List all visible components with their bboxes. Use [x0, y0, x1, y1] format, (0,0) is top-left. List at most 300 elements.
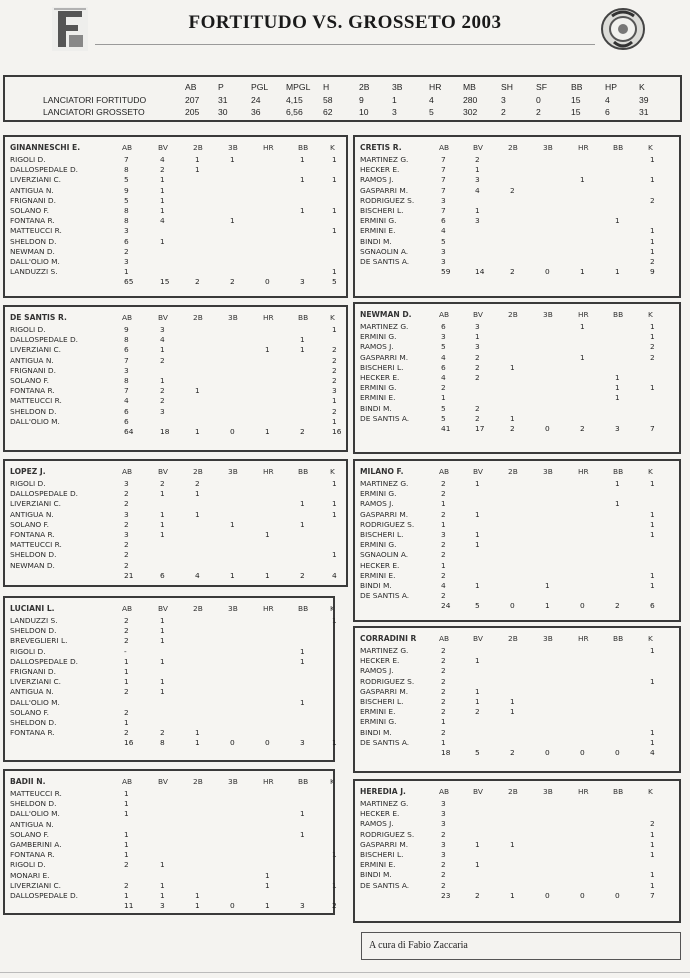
summary-cell: 58 — [323, 95, 333, 105]
pitcher-name: GINANNESCHI E. — [10, 143, 81, 152]
col-header-ab: AB — [122, 777, 133, 786]
stat-cell: 3 — [441, 246, 446, 256]
col-header-hr: HR — [263, 604, 274, 613]
col-header-2b: 2B — [508, 310, 518, 319]
stat-cell: 1 — [124, 667, 129, 676]
total-cell: 2 — [510, 424, 515, 433]
stat-cell: 1 — [475, 530, 480, 539]
stat-cell: 3 — [160, 406, 165, 416]
col-header-ab: AB — [439, 634, 450, 643]
stat-cell: 7 — [441, 175, 446, 185]
total-cell: 2 — [300, 427, 305, 436]
col-header-ab: AB — [439, 787, 450, 796]
col-header-k: K — [330, 467, 335, 476]
total-cell: 4 — [650, 748, 655, 757]
batter-name: DALL'OLIO M. — [10, 809, 60, 819]
summary-cell: 31 — [639, 107, 649, 117]
stat-cell: 1 — [332, 155, 337, 164]
stat-cell: 2 — [124, 728, 129, 738]
stat-cell: 1 — [650, 646, 655, 655]
batter-name: ERMINI G. — [360, 383, 397, 393]
stat-cell: 8 — [124, 335, 129, 345]
stat-cell: 1 — [160, 530, 165, 539]
pitcher-box-cretis — [353, 135, 681, 298]
pitcher-name: CRETIS R. — [360, 143, 402, 152]
batter-name: MARTINEZ G. — [360, 322, 409, 331]
batter-name: RODRIGUEZ S. — [360, 676, 415, 686]
stat-cell: 2 — [160, 165, 165, 175]
stat-cell: 1 — [615, 216, 620, 226]
col-header-k: K — [330, 313, 335, 322]
stat-cell: 1 — [332, 479, 337, 488]
stat-cell: 1 — [615, 499, 620, 509]
batter-name: RODRIGUEZ S. — [360, 195, 415, 205]
stat-cell: 1 — [475, 656, 480, 666]
stat-cell: 3 — [441, 839, 446, 849]
col-header-ab: AB — [122, 143, 133, 152]
stat-cell: 1 — [160, 185, 165, 195]
batter-name: SHELDON D. — [10, 626, 57, 636]
total-cell: 18 — [441, 748, 451, 757]
total-cell: 16 — [332, 427, 342, 436]
batter-name: BINDI M. — [360, 870, 392, 880]
total-cell: 23 — [441, 890, 451, 900]
batter-name: DALL'OLIO M. — [10, 416, 60, 426]
stat-cell: 2 — [441, 591, 446, 601]
batter-name: DE SANTIS A. — [360, 591, 410, 601]
summary-col-sf: SF — [536, 82, 547, 92]
batter-name: BINDI M. — [360, 727, 392, 737]
stat-cell: 2 — [441, 686, 446, 696]
pitcher-box-milano — [353, 459, 681, 622]
stat-cell: 6 — [441, 362, 446, 372]
col-header-ab: AB — [439, 310, 450, 319]
stat-cell: 1 — [650, 829, 655, 839]
stat-cell: 2 — [510, 185, 515, 195]
total-cell: 24 — [441, 601, 451, 611]
stat-cell: 2 — [475, 362, 480, 372]
stat-cell: 2 — [195, 479, 200, 488]
batter-name: GAMBERINI A. — [10, 840, 62, 849]
stat-cell: 2 — [124, 550, 129, 560]
total-cell: 8 — [160, 738, 165, 748]
batter-name: MATTEUCCI R. — [10, 226, 62, 236]
total-cell: 1 — [265, 901, 270, 911]
stat-cell: 2 — [475, 352, 480, 362]
summary-cell: 30 — [218, 107, 228, 117]
batter-name: RAMOS J. — [360, 175, 394, 185]
total-cell: 0 — [545, 424, 550, 433]
stat-cell: 2 — [441, 540, 446, 550]
stat-cell: 1 — [650, 850, 655, 859]
stat-cell: - — [124, 646, 127, 656]
col-header-ab: AB — [439, 143, 450, 152]
batter-name: ERMINI E. — [360, 393, 396, 403]
total-cell: 6 — [160, 570, 165, 580]
summary-cell: 0 — [536, 95, 541, 105]
stat-cell: 1 — [160, 175, 165, 185]
summary-cell: 4 — [605, 95, 610, 105]
batter-name: RAMOS J. — [360, 499, 394, 509]
stat-cell: 1 — [332, 880, 337, 890]
stat-cell: 1 — [160, 376, 165, 385]
col-header-bb: BB — [613, 143, 624, 152]
stat-cell: 2 — [441, 727, 446, 737]
summary-col-sh: SH — [501, 82, 513, 92]
col-header-3b: 3B — [543, 787, 553, 796]
stat-cell: 1 — [160, 626, 165, 636]
batter-name: FONTANA R. — [10, 530, 55, 539]
stat-cell: 5 — [124, 195, 129, 205]
summary-cell: 205 — [185, 107, 200, 117]
stat-cell: 2 — [441, 383, 446, 393]
stat-cell: 2 — [441, 509, 446, 519]
batter-name: BINDI M. — [360, 581, 392, 590]
pitcher-box-lopez — [3, 459, 348, 587]
batter-name: DALL'OLIO M. — [10, 697, 60, 707]
batter-name: DALL'OLIO M. — [10, 257, 60, 266]
batter-name: SOLANO F. — [10, 707, 49, 717]
stat-cell: 2 — [124, 860, 129, 870]
stat-cell: 1 — [332, 226, 337, 236]
stat-cell: 2 — [332, 406, 337, 416]
stat-cell: 2 — [650, 257, 655, 266]
col-header-3b: 3B — [228, 777, 238, 786]
stat-cell: 1 — [615, 479, 620, 488]
stat-cell: 1 — [300, 345, 305, 355]
batter-name: DALLOSPEDALE D. — [10, 489, 79, 499]
batter-name: HECKER E. — [360, 656, 400, 666]
pitcher-name: CORRADINI R — [360, 634, 417, 643]
stat-cell: 1 — [230, 155, 235, 164]
stat-cell: 1 — [124, 718, 129, 727]
stat-cell: 3 — [441, 195, 446, 205]
stat-cell: 3 — [124, 530, 129, 539]
batter-name: LIVERZIANI C. — [10, 345, 62, 355]
total-cell: 21 — [124, 570, 134, 580]
summary-cell: 39 — [639, 95, 649, 105]
stat-cell: 1 — [580, 175, 585, 185]
stat-cell: 4 — [160, 216, 165, 226]
grosseto-logo-icon — [598, 6, 648, 52]
total-cell: 3 — [300, 277, 305, 287]
summary-cell: 15 — [571, 107, 581, 117]
stat-cell: 2 — [124, 616, 129, 625]
total-cell: 17 — [475, 424, 485, 433]
stat-cell: 6 — [124, 236, 129, 246]
col-header-k: K — [330, 777, 335, 786]
batter-name: GASPARRI M. — [360, 185, 409, 195]
total-cell: 0 — [230, 901, 235, 911]
stat-cell: 2 — [441, 656, 446, 666]
total-cell: 5 — [475, 748, 480, 757]
col-header-hr: HR — [578, 467, 589, 476]
col-header-2b: 2B — [193, 467, 203, 476]
stat-cell: 2 — [124, 499, 129, 509]
batter-name: RODRIGUEZ S. — [360, 519, 415, 529]
stat-cell: 2 — [650, 352, 655, 362]
stat-cell: 7 — [441, 185, 446, 195]
stat-cell: 1 — [332, 206, 337, 215]
stat-cell: 1 — [300, 697, 305, 707]
col-header-hr: HR — [263, 313, 274, 322]
total-cell: 2 — [332, 901, 337, 911]
batter-name: LIVERZIANI C. — [10, 677, 62, 687]
summary-cell: 3 — [501, 95, 506, 105]
stat-cell: 1 — [441, 393, 446, 403]
col-header-hr: HR — [578, 787, 589, 796]
col-header-bb: BB — [613, 467, 624, 476]
stat-cell: 2 — [650, 819, 655, 829]
summary-col-mb: MB — [463, 82, 476, 92]
col-header-3b: 3B — [228, 604, 238, 613]
stat-cell: 2 — [160, 355, 165, 365]
stat-cell: 1 — [124, 891, 129, 900]
summary-col-2b: 2B — [359, 82, 370, 92]
batter-name: DE SANTIS A. — [360, 413, 410, 423]
stat-cell: 1 — [650, 332, 655, 342]
summary-row-label: LANCIATORI FORTITUDO — [43, 95, 147, 105]
stat-cell: 1 — [195, 728, 200, 738]
pitcher-box-badii — [3, 769, 335, 915]
col-header-3b: 3B — [228, 467, 238, 476]
stat-cell: 1 — [195, 165, 200, 175]
total-cell: 3 — [160, 901, 165, 911]
summary-col-k: K — [639, 82, 645, 92]
stat-cell: 1 — [475, 165, 480, 175]
stat-cell: 2 — [124, 880, 129, 890]
col-header-bb: BB — [298, 143, 309, 152]
batter-name: MONARI E. — [10, 870, 50, 880]
stat-cell: 2 — [124, 560, 129, 570]
stat-cell: 3 — [475, 342, 480, 352]
total-cell: 0 — [615, 748, 620, 757]
col-header-3b: 3B — [543, 634, 553, 643]
stat-cell: 1 — [441, 499, 446, 509]
summary-col-hp: HP — [605, 82, 617, 92]
batter-name: RIGOLI D. — [10, 860, 46, 870]
batter-name: FONTANA R. — [10, 728, 55, 738]
batter-name: FONTANA R. — [10, 216, 55, 226]
stat-cell: 2 — [441, 697, 446, 706]
summary-cell: 2 — [501, 107, 506, 117]
stat-cell: 2 — [475, 413, 480, 423]
summary-col-ab: AB — [185, 82, 197, 92]
total-cell: 2 — [300, 570, 305, 580]
stat-cell: 4 — [160, 155, 165, 164]
stat-cell: 3 — [475, 322, 480, 331]
stat-cell: 1 — [124, 789, 129, 798]
stat-cell: 1 — [300, 519, 305, 529]
batter-name: GASPARRI M. — [360, 686, 409, 696]
stat-cell: 5 — [124, 175, 129, 185]
total-cell: 3 — [300, 738, 305, 748]
stat-cell: 1 — [545, 581, 550, 590]
stat-cell: 1 — [650, 155, 655, 164]
stat-cell: 4 — [441, 581, 446, 590]
stat-cell: 2 — [160, 396, 165, 406]
stat-cell: 1 — [650, 530, 655, 539]
stat-cell: 2 — [441, 666, 446, 676]
stat-cell: 1 — [650, 322, 655, 331]
stat-cell: 2 — [441, 646, 446, 655]
stat-cell: 3 — [124, 479, 129, 488]
total-cell: 3 — [615, 424, 620, 433]
stat-cell: 2 — [332, 376, 337, 385]
stat-cell: 1 — [300, 155, 305, 164]
stat-cell: 1 — [650, 737, 655, 747]
stat-cell: 2 — [441, 570, 446, 580]
total-cell: 5 — [332, 277, 337, 287]
col-header-bb: BB — [298, 604, 309, 613]
batter-name: LIVERZIANI C. — [10, 175, 62, 185]
total-cell: 3 — [300, 901, 305, 911]
batter-name: ERMINI G. — [360, 216, 397, 226]
stat-cell: 3 — [441, 257, 446, 266]
stat-cell: 1 — [615, 393, 620, 403]
stat-cell: 1 — [441, 519, 446, 529]
summary-cell: 62 — [323, 107, 333, 117]
stat-cell: 1 — [615, 373, 620, 382]
total-cell: 2 — [510, 267, 515, 277]
pitcher-name: NEWMAN D. — [360, 310, 412, 319]
col-header-hr: HR — [578, 310, 589, 319]
total-cell: 0 — [510, 601, 515, 611]
col-header-hr: HR — [578, 143, 589, 152]
batter-name: MARTINEZ G. — [360, 646, 409, 655]
summary-cell: 1 — [392, 95, 397, 105]
stat-cell: 1 — [510, 839, 515, 849]
stat-cell: 1 — [195, 386, 200, 396]
stat-cell: 1 — [475, 332, 480, 342]
summary-cell: 24 — [251, 95, 261, 105]
stat-cell: 1 — [300, 499, 305, 509]
col-header-3b: 3B — [228, 143, 238, 152]
batter-name: BISCHERI L. — [360, 697, 404, 706]
batter-name: MATTEUCCI R. — [10, 540, 62, 550]
batter-name: RAMOS J. — [360, 666, 394, 676]
batter-name: RAMOS J. — [360, 819, 394, 829]
stat-cell: 1 — [615, 383, 620, 393]
stat-cell: 5 — [441, 342, 446, 352]
col-header-bv: BV — [473, 143, 483, 152]
col-header-ab: AB — [439, 467, 450, 476]
stat-cell: 1 — [124, 829, 129, 839]
stat-cell: 1 — [650, 727, 655, 737]
stat-cell: 1 — [650, 581, 655, 590]
batter-name: SHELDON D. — [10, 236, 57, 246]
stat-cell: 1 — [650, 246, 655, 256]
stat-cell: 2 — [441, 707, 446, 717]
stat-cell: 1 — [580, 322, 585, 331]
stat-cell: 1 — [160, 677, 165, 687]
stat-cell: 2 — [650, 342, 655, 352]
col-header-k: K — [648, 143, 653, 152]
summary-cell: 10 — [359, 107, 369, 117]
stat-cell: 1 — [160, 206, 165, 215]
col-header-hr: HR — [263, 777, 274, 786]
batter-name: LANDUZZI S. — [10, 267, 58, 277]
stat-cell: 6 — [441, 322, 446, 331]
stat-cell: 7 — [441, 206, 446, 215]
col-header-2b: 2B — [193, 604, 203, 613]
batter-name: SGNAOLIN A. — [360, 246, 409, 256]
pitcher-box-luciani — [3, 596, 335, 762]
stat-cell: 3 — [475, 175, 480, 185]
stat-cell: 2 — [124, 489, 129, 499]
total-cell: 41 — [441, 424, 451, 433]
stat-cell: 3 — [124, 226, 129, 236]
batter-name: ERMINI G. — [360, 540, 397, 550]
summary-col-bb: BB — [571, 82, 583, 92]
stat-cell: 1 — [160, 195, 165, 205]
col-header-2b: 2B — [508, 143, 518, 152]
stat-cell: 1 — [160, 509, 165, 519]
batter-name: MARTINEZ G. — [360, 155, 409, 164]
total-cell: 0 — [545, 748, 550, 757]
stat-cell: 1 — [160, 656, 165, 666]
summary-cell: 15 — [571, 95, 581, 105]
stat-cell: 2 — [441, 860, 446, 870]
batter-name: FRIGNANI D. — [10, 365, 56, 375]
stat-cell: 3 — [441, 530, 446, 539]
summary-cell: 280 — [463, 95, 478, 105]
col-header-bb: BB — [298, 777, 309, 786]
batter-name: RIGOLI D. — [10, 155, 46, 164]
stat-cell: 5 — [441, 403, 446, 413]
stat-cell: 1 — [160, 519, 165, 529]
pitcher-name: BADII N. — [10, 777, 46, 786]
batter-name: BINDI M. — [360, 236, 392, 246]
batter-name: DALLOSPEDALE D. — [10, 165, 79, 175]
stat-cell: 1 — [265, 345, 270, 355]
col-header-2b: 2B — [508, 787, 518, 796]
credit-line: A cura di Fabio Zaccaria — [361, 932, 681, 960]
pitcher-box-heredia — [353, 779, 681, 923]
batter-name: ERMINI E. — [360, 707, 396, 717]
stat-cell: 7 — [441, 155, 446, 164]
stat-cell: 6 — [124, 345, 129, 355]
pitcher-name: MILANO F. — [360, 467, 404, 476]
col-header-3b: 3B — [228, 313, 238, 322]
stat-cell: 1 — [475, 581, 480, 590]
total-cell: 6 — [650, 601, 655, 611]
stat-cell: 1 — [475, 479, 480, 488]
stat-cell: 2 — [160, 728, 165, 738]
stat-cell: 1 — [195, 489, 200, 499]
total-cell: 1 — [615, 267, 620, 277]
stat-cell: 1 — [650, 570, 655, 580]
col-header-k: K — [648, 310, 653, 319]
stat-cell: 3 — [124, 365, 129, 375]
total-cell: 2 — [510, 748, 515, 757]
stat-cell: 4 — [124, 396, 129, 406]
total-cell: 4 — [195, 570, 200, 580]
col-header-hr: HR — [263, 467, 274, 476]
stat-cell: 1 — [441, 737, 446, 747]
batter-name: HECKER E. — [360, 560, 400, 570]
stat-cell: 1 — [650, 479, 655, 488]
summary-cell: 207 — [185, 95, 200, 105]
summary-cell: 9 — [359, 95, 364, 105]
stat-cell: 1 — [300, 656, 305, 666]
stat-cell: 3 — [441, 850, 446, 859]
total-cell: 2 — [475, 890, 480, 900]
batter-name: RAMOS J. — [360, 342, 394, 352]
total-cell: 9 — [650, 267, 655, 277]
total-cell: 0 — [545, 890, 550, 900]
batter-name: DALLOSPEDALE D. — [10, 335, 79, 345]
